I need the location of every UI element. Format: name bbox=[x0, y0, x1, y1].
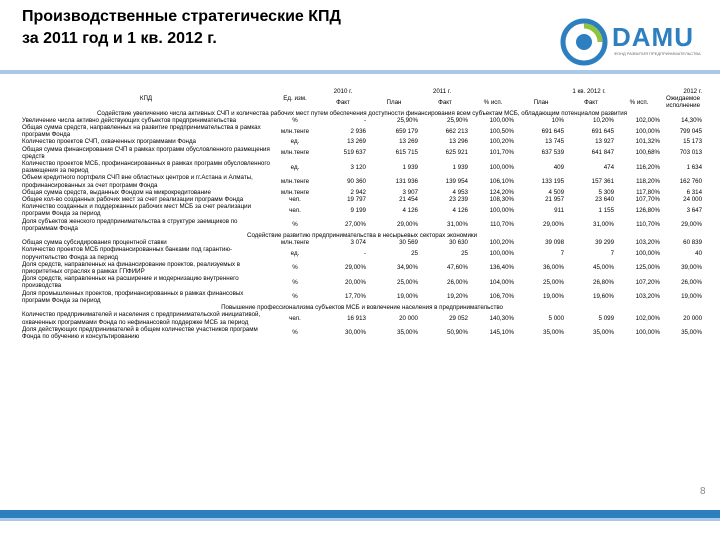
header-2011: 2011 г. bbox=[432, 88, 452, 95]
kpi-value: 7 bbox=[560, 250, 565, 258]
kpi-value: 100,00% bbox=[635, 250, 661, 258]
kpi-value: 25,00% bbox=[397, 278, 418, 286]
kpi-value: 110,70% bbox=[636, 221, 661, 229]
kpi-value: 19,00% bbox=[397, 293, 418, 301]
header-fact-q1: Факт bbox=[584, 98, 598, 106]
kpi-value: 3 074 bbox=[350, 239, 366, 247]
kpi-value: 25 bbox=[411, 250, 418, 258]
kpi-value: 102,00% bbox=[635, 314, 661, 322]
table-row bbox=[20, 246, 704, 260]
kpi-value: 117,80% bbox=[636, 188, 661, 196]
kpi-value: 25 bbox=[461, 250, 468, 258]
header-pct-2011: % исп. bbox=[483, 98, 503, 106]
kpi-unit: % bbox=[292, 293, 298, 301]
kpi-unit: млн.тенге bbox=[280, 149, 310, 157]
page-number: 8 bbox=[700, 486, 706, 497]
slide-title bbox=[22, 6, 341, 50]
kpi-value: 4 126 bbox=[452, 206, 468, 214]
kpi-value: - bbox=[363, 250, 366, 258]
header-kpd: КПД bbox=[139, 95, 153, 103]
kpi-value: 29 052 bbox=[449, 314, 468, 322]
kpi-value: 100,00% bbox=[635, 329, 661, 337]
kpi-value: 39 098 bbox=[545, 239, 565, 247]
kpi-unit: чел. bbox=[289, 314, 301, 322]
table-row bbox=[20, 239, 704, 246]
kpi-value: 5 000 bbox=[548, 314, 565, 322]
kpi-value: 4 953 bbox=[452, 188, 468, 196]
logo-subtitle: ФОНД РАЗВИТИЯ ПРЕДПРИНИМАТЕЛЬСТВА bbox=[614, 51, 701, 56]
kpi-value: 23 640 bbox=[595, 196, 615, 204]
kpi-value: 29,00% bbox=[397, 221, 418, 229]
kpi-value: 519 637 bbox=[343, 149, 366, 157]
kpi-value: 4 126 bbox=[402, 206, 418, 214]
kpi-value: 60 839 bbox=[683, 239, 703, 247]
kpi-value: 100,50% bbox=[489, 127, 515, 135]
kpi-value: 145,10% bbox=[489, 329, 515, 337]
kpi-value: 23 239 bbox=[449, 196, 468, 204]
kpi-name: Доля средств, направленных на расширение и модернизацию внутреннего производства bbox=[22, 275, 239, 290]
header-fact-2011: Факт bbox=[438, 98, 452, 106]
kpi-value: 1 155 bbox=[598, 206, 615, 214]
header-plan-q1: План bbox=[533, 98, 549, 106]
kpi-value: 20,00% bbox=[345, 278, 366, 286]
kpi-name: Объем кредитного портфеля СЧП вне областных центров и гг.Астана и Алматы, профинансированных за счет программ Фонда bbox=[22, 174, 253, 189]
kpi-value: 19,00% bbox=[681, 293, 703, 301]
kpi-name: Количество предпринимателей и населения с предпринимательской инициативой, охваченных программами Фонда по нефинансовой поддержке МСБ за период bbox=[22, 311, 261, 326]
kpi-name: Доля средств, направленных на финансирование проектов, реализуемых в приоритетных отраслях в рамках ГПФИИР bbox=[22, 260, 241, 276]
kpi-value: 131 936 bbox=[395, 178, 418, 186]
table-row bbox=[20, 138, 704, 145]
table-row bbox=[20, 174, 704, 188]
damu-logo bbox=[560, 18, 710, 68]
kpi-value: 2 936 bbox=[350, 127, 366, 135]
kpi-value: 100,00% bbox=[489, 250, 515, 258]
section-title: Повышение профессионализма субъектов МСБ и вовлечение населения в предпринимательство bbox=[221, 304, 503, 312]
kpi-value: 125,00% bbox=[635, 264, 661, 272]
kpi-name: Количество проектов МСБ, профинансированных в рамках программ обусловленного размещения за период bbox=[22, 160, 270, 175]
kpi-value: 106,10% bbox=[489, 178, 515, 186]
kpi-value: 13 745 bbox=[545, 138, 565, 146]
kpi-value: 7 bbox=[610, 250, 615, 258]
kpi-value: 3 120 bbox=[350, 163, 366, 171]
kpi-value: 9 199 bbox=[350, 206, 366, 214]
kpi-name: Общая сумма финансирования СЧП в рамках программ обусловленного размещения средств bbox=[22, 145, 270, 160]
header-row-years bbox=[20, 88, 704, 95]
kpi-value: 34,90% bbox=[397, 264, 418, 272]
kpi-value: 108,30% bbox=[489, 196, 515, 204]
table-row bbox=[20, 160, 704, 174]
kpi-value: 29,00% bbox=[345, 264, 366, 272]
table-row bbox=[20, 275, 704, 289]
kpi-value: 691 645 bbox=[541, 127, 565, 135]
kpi-value: 100,20% bbox=[489, 239, 515, 247]
header-fact-2010: Факт bbox=[336, 98, 350, 106]
kpi-name: Общая сумма средств, выданных Фондом на микрокредитование bbox=[22, 188, 211, 196]
kpi-value: 140,30% bbox=[489, 314, 515, 322]
kpi-value: 47,60% bbox=[447, 264, 468, 272]
header-plan-2011: План bbox=[386, 98, 402, 106]
kpi-value: 409 bbox=[553, 163, 565, 171]
kpi-unit: % bbox=[292, 116, 298, 124]
kpi-value: 29,00% bbox=[681, 221, 703, 229]
kpi-value: 30,00% bbox=[345, 329, 366, 337]
kpi-name: Доля промышленных проектов, профинансированных в рамках финансовых программ Фонда за период bbox=[22, 289, 244, 304]
kpi-value: 911 bbox=[554, 206, 565, 214]
kpi-value: 35,00% bbox=[397, 329, 418, 337]
kpi-value: 14,30% bbox=[681, 116, 703, 124]
kpi-unit: млн.тенге bbox=[280, 239, 310, 247]
kpi-value: 50,90% bbox=[447, 329, 468, 337]
kpi-value: 102,00% bbox=[635, 116, 661, 124]
kpi-value: 21 957 bbox=[545, 196, 565, 204]
header-2012: 2012 г. bbox=[683, 88, 703, 95]
kpi-value: 1 634 bbox=[686, 163, 703, 171]
kpi-name: Общее кол-во созданных рабочих мест за счет реализации программ Фонда bbox=[22, 196, 244, 204]
kpi-value: 5 309 bbox=[598, 188, 615, 196]
kpi-unit: млн.тенге bbox=[280, 178, 310, 186]
kpi-value: 90 360 bbox=[347, 178, 366, 186]
header-pct-q1: % исп. bbox=[629, 98, 649, 106]
kpi-value: 25,90% bbox=[447, 116, 468, 124]
kpi-name: Доля субъектов женского предпринимательства в структуре заемщиков по программам Фонда bbox=[22, 217, 238, 232]
kpi-value: 162 760 bbox=[679, 178, 703, 186]
kpi-value: 26,00% bbox=[447, 278, 468, 286]
kpi-value: 40 bbox=[695, 250, 703, 258]
kpi-name: Общая сумма средств, направленных на развитие предпринимательства в рамках программ Фонда bbox=[22, 124, 261, 139]
section-header-row bbox=[20, 110, 704, 117]
table-row bbox=[20, 261, 704, 275]
kpi-unit: чел. bbox=[289, 206, 301, 214]
kpi-value: 100,00% bbox=[489, 163, 515, 171]
kpi-value: 104,00% bbox=[489, 278, 515, 286]
kpi-value: 20 000 bbox=[683, 314, 703, 322]
kpi-value: 100,68% bbox=[635, 149, 661, 157]
kpi-value: 35,00% bbox=[681, 329, 703, 337]
kpi-value: 10,20% bbox=[593, 116, 615, 124]
kpi-value: 100,00% bbox=[635, 127, 661, 135]
kpi-value: 13 296 bbox=[449, 138, 468, 146]
title-line-1: Производственные стратегические КПД bbox=[22, 8, 341, 25]
table-row bbox=[20, 290, 704, 304]
kpi-value: 2 942 bbox=[350, 188, 366, 196]
header-divider bbox=[0, 70, 720, 74]
kpi-name: Количество проектов СЧП, охваченных программами Фонда bbox=[22, 138, 196, 146]
kpi-value: 13 269 bbox=[399, 138, 418, 146]
footer-bar-light bbox=[0, 518, 720, 521]
kpi-value: 3 907 bbox=[402, 188, 418, 196]
table-row bbox=[20, 124, 704, 138]
kpi-value: 24 000 bbox=[683, 196, 703, 204]
kpi-value: 157 361 bbox=[591, 178, 615, 186]
kpi-value: 615 715 bbox=[395, 149, 418, 157]
kpi-table bbox=[20, 88, 704, 340]
kpi-value: 13 927 bbox=[595, 138, 615, 146]
kpi-value: 15 173 bbox=[683, 138, 703, 146]
kpi-value: 641 847 bbox=[591, 149, 615, 157]
kpi-value: 103,20% bbox=[635, 239, 661, 247]
logo-name: DAMU bbox=[612, 22, 694, 52]
kpi-value: 26,00% bbox=[681, 278, 703, 286]
kpi-value: 703 013 bbox=[679, 149, 703, 157]
kpi-value: 637 539 bbox=[541, 149, 565, 157]
kpi-name: Доля действующих предпринимателей в общем количестве участников программ Фонда по обучению и консультированию bbox=[22, 325, 258, 340]
kpi-value: 35,00% bbox=[543, 329, 565, 337]
kpi-value: 16 913 bbox=[347, 314, 366, 322]
kpi-value: 118,20% bbox=[636, 178, 661, 186]
kpi-value: 27,00% bbox=[345, 221, 366, 229]
kpi-value: 39 299 bbox=[595, 239, 615, 247]
kpi-value: - bbox=[363, 116, 366, 124]
kpi-unit: % bbox=[292, 278, 298, 286]
kpi-value: 691 645 bbox=[591, 127, 615, 135]
kpi-value: 662 213 bbox=[445, 127, 468, 135]
kpi-value: 6 314 bbox=[686, 188, 703, 196]
damu-logo-mark-icon bbox=[560, 18, 608, 66]
kpi-value: 20 000 bbox=[399, 314, 418, 322]
kpi-value: 106,70% bbox=[489, 293, 515, 301]
kpi-value: 10% bbox=[551, 116, 565, 124]
title-line-2: за 2011 год и 1 кв. 2012 г. bbox=[22, 30, 217, 47]
kpi-value: 799 045 bbox=[679, 127, 703, 135]
kpi-unit: % bbox=[292, 221, 298, 229]
kpi-name: Увеличение числа активно действующих субъектов предпринимательства bbox=[22, 116, 237, 124]
kpi-value: 25,00% bbox=[543, 278, 565, 286]
kpi-value: 25,90% bbox=[397, 116, 418, 124]
kpi-value: 474 bbox=[603, 163, 615, 171]
kpi-unit: чел. bbox=[289, 196, 301, 204]
header-unit: Ед. изм. bbox=[283, 95, 307, 103]
kpi-value: 19,00% bbox=[543, 293, 565, 301]
kpi-value: 1 939 bbox=[452, 163, 468, 171]
kpi-value: 36,00% bbox=[543, 264, 565, 272]
section-title: Содействие увеличению числа активных СЧП и количества рабочих мест путем обеспечения доступности финансирования всем субъектам МСБ, обладающим потенциалом развития bbox=[96, 109, 628, 117]
header-2010: 2010 г. bbox=[333, 88, 353, 95]
kpi-unit: млн.тенге bbox=[280, 127, 310, 135]
kpi-value: 19,20% bbox=[447, 293, 468, 301]
kpi-name: Общая сумма субсидирования процентной ставки bbox=[22, 239, 167, 247]
kpi-value: 13 269 bbox=[347, 138, 366, 146]
kpi-body bbox=[20, 110, 704, 341]
kpi-unit: % bbox=[292, 264, 298, 272]
kpi-value: 100,00% bbox=[489, 206, 515, 214]
kpi-value: 5 099 bbox=[598, 314, 615, 322]
kpi-value: 100,00% bbox=[489, 116, 515, 124]
kpi-unit: ед. bbox=[290, 138, 300, 146]
table-row bbox=[20, 218, 704, 232]
kpi-value: 1 939 bbox=[402, 163, 418, 171]
kpi-value: 19 797 bbox=[347, 196, 366, 204]
header-q1-2012: 1 кв. 2012 г. bbox=[572, 88, 606, 95]
kpi-value: 101,70% bbox=[489, 149, 515, 157]
kpi-name: Количество созданных и поддержанных рабочих мест МСБ за счет реализации программ Фонда за период bbox=[22, 203, 252, 218]
kpi-value: 136,40% bbox=[489, 264, 515, 272]
kpi-value: 31,00% bbox=[593, 221, 615, 229]
kpi-value: 625 921 bbox=[445, 149, 468, 157]
kpi-value: 126,80% bbox=[635, 206, 661, 214]
kpi-value: 30 569 bbox=[399, 239, 418, 247]
kpi-value: 107,20% bbox=[635, 278, 661, 286]
kpi-value: 101,32% bbox=[635, 138, 661, 146]
kpi-value: 659 179 bbox=[395, 127, 418, 135]
table-row bbox=[20, 326, 704, 340]
table-row bbox=[20, 196, 704, 203]
kpi-unit: млн.тенге bbox=[280, 188, 310, 196]
section-title: Содействие развитию предпринимательства в несырьевых секторах экономики bbox=[247, 232, 478, 240]
kpi-value: 29,00% bbox=[543, 221, 565, 229]
header-expected: Ожидаемое исполнение bbox=[666, 95, 701, 110]
table-row bbox=[20, 117, 704, 124]
kpi-value: 110,70% bbox=[490, 221, 515, 229]
kpi-value: 31,00% bbox=[447, 221, 468, 229]
footer-bar bbox=[0, 510, 720, 518]
kpi-value: 3 647 bbox=[686, 206, 703, 214]
kpi-value: 100,20% bbox=[489, 138, 515, 146]
kpi-value: 39,00% bbox=[681, 264, 703, 272]
kpi-value: 45,00% bbox=[593, 264, 615, 272]
table-row bbox=[20, 311, 704, 325]
kpi-name: Количество проектов МСБ профинансированных банками под гарантию-поручительство Фонда за период bbox=[22, 246, 233, 261]
table-row bbox=[20, 146, 704, 160]
kpi-value: 133 195 bbox=[541, 178, 565, 186]
table-row bbox=[20, 189, 704, 196]
kpi-value: 17,70% bbox=[345, 293, 366, 301]
section-header-row bbox=[20, 304, 704, 311]
kpi-value: 107,70% bbox=[635, 196, 661, 204]
kpi-value: 35,00% bbox=[593, 329, 615, 337]
kpi-value: 21 454 bbox=[399, 196, 418, 204]
kpi-value: 139 954 bbox=[445, 178, 468, 186]
kpi-unit: ед. bbox=[290, 250, 300, 258]
kpi-value: 26,80% bbox=[593, 278, 615, 286]
kpi-unit: ед. bbox=[290, 163, 300, 171]
kpi-value: 124,20% bbox=[489, 188, 515, 196]
table-row bbox=[20, 203, 704, 217]
kpi-value: 103,20% bbox=[635, 293, 661, 301]
kpi-unit: % bbox=[292, 329, 298, 337]
kpi-value: 4 509 bbox=[548, 188, 565, 196]
section-header-row bbox=[20, 232, 704, 239]
kpi-value: 116,20% bbox=[636, 163, 661, 171]
kpi-value: 30 630 bbox=[449, 239, 468, 247]
kpi-value: 19,60% bbox=[593, 293, 615, 301]
